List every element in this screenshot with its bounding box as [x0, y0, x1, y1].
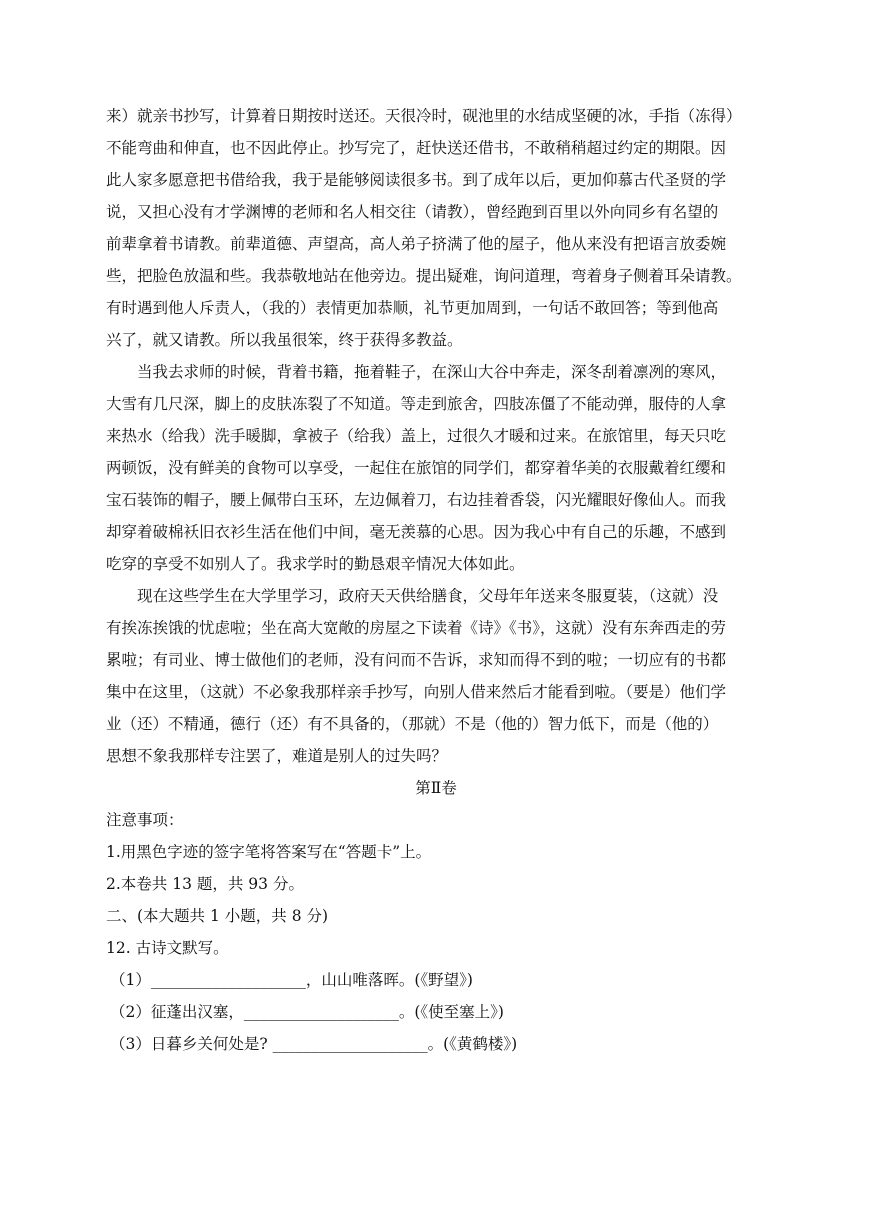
note-item: 2.本卷共 13 题，共 93 分。	[106, 875, 304, 893]
text-line: 当我去求师的时候，背着书籍，拖着鞋子，在深山大谷中奔走，深冬刮着凛冽的寒风，	[137, 363, 727, 381]
paragraph-3	[106, 584, 766, 776]
text-line: 却穿着破棉袄旧衣衫生活在他们中间，毫无羡慕的心思。因为我心中有自己的乐趣，不感到	[106, 523, 727, 541]
text-line: 累啦；有司业、博士做他们的老师，没有问而不告诉，求知而得不到的啦；一切应有的书都	[106, 651, 727, 669]
text-line: 思想不象我那样专注罢了，难道是别人的过失吗？	[106, 747, 448, 765]
text-line: 两顿饭，没有鲜美的食物可以享受，一起住在旅馆的同学们，都穿着华美的衣服戴着红缨和	[106, 459, 727, 477]
paragraph-1	[106, 104, 766, 360]
text-line: 此人家多愿意把书借给我，我于是能够阅读很多书。到了成年以后，更加仰慕古代圣贤的学	[106, 171, 727, 189]
notes-heading: 注意事项：	[106, 811, 184, 829]
text-line: 不能弯曲和伸直，也不因此停止。抄写完了，赶快送还借书，不敢稍稍超过约定的期限。因	[106, 139, 727, 157]
text-line: 有挨冻挨饿的忧虑啦；坐在高大宽敞的房屋之下读着《诗》《书》，这就）没有东奔西走的劳	[106, 619, 727, 637]
paragraph-2	[106, 360, 766, 584]
section-title: 第Ⅱ卷	[415, 779, 457, 797]
text-line: 现在这些学生在大学里学习，政府天天供给膳食，父母年年送来冬服夏装，（这就）没	[137, 587, 719, 605]
part-heading: 二、(本大题共 1 小题，共 8 分)	[106, 907, 329, 925]
text-line: 来）就亲书抄写，计算着日期按时送还。天很冷时，砚池里的水结成坚硬的冰，手指（冻得）	[106, 107, 742, 125]
text-line: 有时遇到他人斥责人，（我的）表情更加恭顺，礼节更加周到，一句话不敢回答；等到他高	[106, 299, 719, 317]
question-title: 12. 古诗文默写。	[106, 939, 229, 957]
fill-blank-item: （3）日暮乡关何处是? ____________________。(《黄鹤楼》)	[110, 1035, 518, 1053]
text-line: 宝石装饰的帽子，腰上佩带白玉环，左边佩着刀，右边挂着香袋，闪光耀眼好像仙人。而我	[106, 491, 727, 509]
text-line: 说，又担心没有才学渊博的老师和名人相交往（请教），曾经跑到百里以外向同乡有名望的	[106, 203, 719, 221]
note-item: 1.用黑色字迹的签字笔将答案写在“答题卡”上。	[106, 843, 432, 861]
fill-blank-item: （1）____________________，山山唯落晖。(《野望》)	[110, 971, 473, 989]
text-line: 吃穿的享受不如别人了。我求学时的勤恳艰辛情况大体如此。	[106, 555, 525, 573]
text-line: 兴了，就又请教。所以我虽很笨，终于获得多教益。	[106, 331, 463, 349]
text-line: 前辈拿着书请教。前辈道德、声望高，高人弟子挤满了他的屋子，他从来没有把语言放委婉	[106, 235, 727, 253]
text-line: 大雪有几尺深，脚上的皮肤冻裂了不知道。等走到旅舍，四肢冻僵了不能动弹，服侍的人拿	[106, 395, 727, 413]
text-line: 些，把脸色放温和些。我恭敬地站在他旁边。提出疑难，询问道理，弯着身子侧着耳朵请教。	[106, 267, 742, 285]
fill-blank-item: （2）征蓬出汉塞，____________________。(《使至塞上》)	[110, 1003, 504, 1021]
text-line: 来热水（给我）洗手暖脚，拿被子（给我）盖上，过很久才暖和过来。在旅馆里，每天只吃	[106, 427, 727, 445]
document-page	[106, 104, 766, 1064]
text-line: 业（还）不精通，德行（还）有不具备的，（那就）不是（他的）智力低下，而是（他的）	[106, 715, 719, 733]
text-line: 集中在这里，（这就）不必象我那样亲手抄写，向别人借来然后才能看到啦。（要是）他们学	[106, 683, 727, 701]
